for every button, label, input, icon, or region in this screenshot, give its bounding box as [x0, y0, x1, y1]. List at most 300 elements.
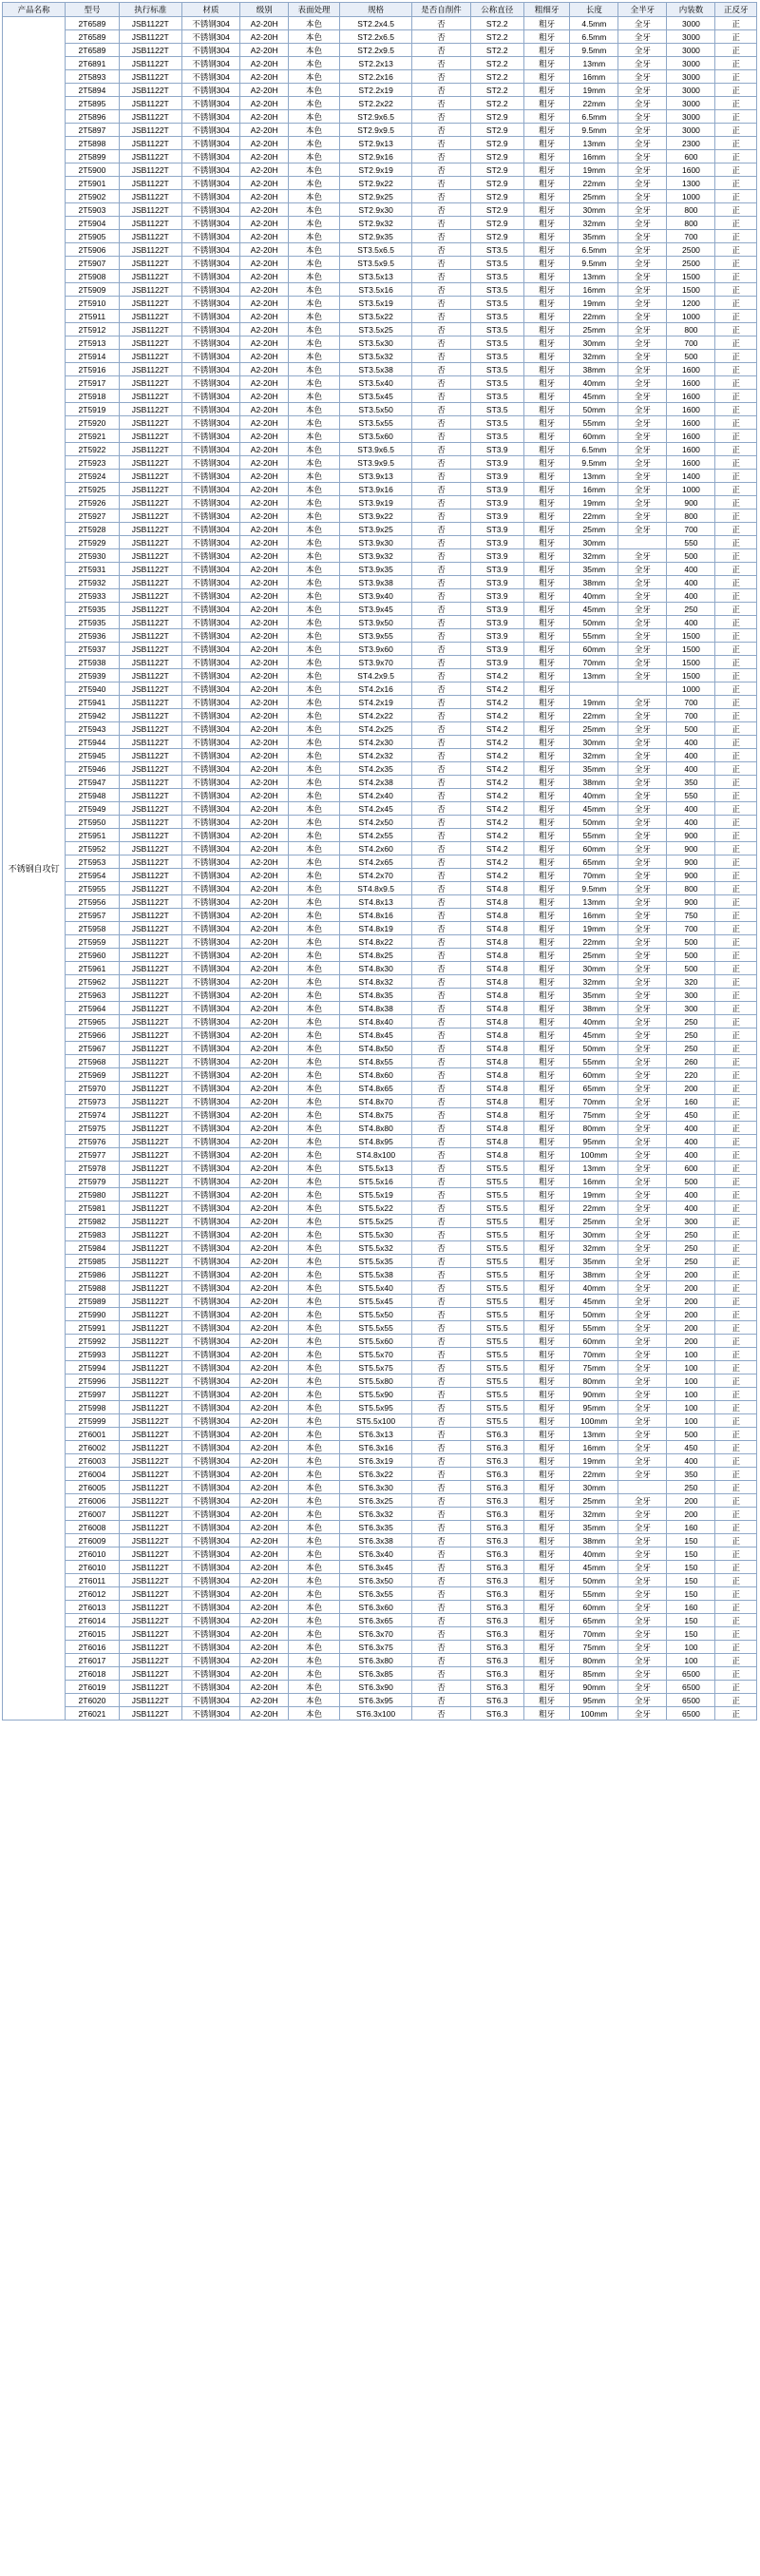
table-row[interactable] [3, 656, 757, 669]
table-row[interactable] [3, 1268, 757, 1281]
cell-standard: JSB1122T [119, 749, 181, 762]
table-row[interactable] [3, 749, 757, 762]
cell-length: 60mm [570, 430, 618, 443]
cell-model: 2T5969 [66, 1068, 119, 1082]
table-row[interactable] [3, 163, 757, 177]
cell-full-thread: 全牙 [618, 243, 667, 257]
table-row[interactable] [3, 124, 757, 137]
table-row[interactable] [3, 1508, 757, 1521]
cell-surface: 本色 [289, 1255, 340, 1268]
table-row[interactable] [3, 496, 757, 509]
table-row[interactable] [3, 1641, 757, 1654]
table-row[interactable] [3, 297, 757, 310]
cell-standard: JSB1122T [119, 1308, 181, 1321]
cell-standard: JSB1122T [119, 124, 181, 137]
table-row[interactable] [3, 1574, 757, 1587]
cell-nominal-diameter: ST5.5 [470, 1414, 523, 1428]
cell-length: 9.5mm [570, 44, 618, 57]
cell-thread-pitch: 粗牙 [523, 243, 570, 257]
table-row[interactable] [3, 1561, 757, 1574]
table-row[interactable] [3, 1454, 757, 1468]
cell-material: 不锈钢304 [181, 1175, 239, 1188]
table-row[interactable] [3, 709, 757, 722]
table-row[interactable] [3, 1414, 757, 1428]
table-row[interactable] [3, 230, 757, 243]
table-row[interactable] [3, 1388, 757, 1401]
cell-length: 35mm [570, 1521, 618, 1534]
cell-nominal-diameter: ST4.2 [470, 842, 523, 855]
table-row[interactable] [3, 776, 757, 789]
table-row[interactable] [3, 1654, 757, 1667]
cell-self-drilling: 否 [412, 177, 470, 190]
table-row[interactable] [3, 576, 757, 589]
table-row[interactable] [3, 1002, 757, 1015]
table-row[interactable] [3, 1162, 757, 1175]
table-row[interactable] [3, 1681, 757, 1694]
table-row[interactable] [3, 1548, 757, 1561]
cell-nominal-diameter: ST3.9 [470, 496, 523, 509]
table-row[interactable] [3, 509, 757, 523]
cell-reverse-thread: 正 [715, 297, 757, 310]
table-row[interactable] [3, 430, 757, 443]
cell-model: 2T5961 [66, 962, 119, 975]
cell-reverse-thread: 正 [715, 230, 757, 243]
cell-self-drilling: 否 [412, 190, 470, 203]
cell-grade: A2-20H [240, 762, 289, 776]
cell-grade: A2-20H [240, 1068, 289, 1082]
table-row[interactable] [3, 855, 757, 869]
table-row[interactable] [3, 190, 757, 203]
table-row[interactable] [3, 603, 757, 616]
cell-reverse-thread: 正 [715, 1468, 757, 1481]
cell-material: 不锈钢304 [181, 603, 239, 616]
table-row[interactable] [3, 1055, 757, 1068]
cell-model: 2T5989 [66, 1295, 119, 1308]
cell-surface: 本色 [289, 1295, 340, 1308]
cell-grade: A2-20H [240, 483, 289, 496]
cell-nominal-diameter: ST4.8 [470, 1095, 523, 1108]
cell-thread-pitch: 粗牙 [523, 1028, 570, 1042]
table-row[interactable] [3, 816, 757, 829]
cell-length: 13mm [570, 270, 618, 283]
cell-surface: 本色 [289, 243, 340, 257]
cell-spec: ST5.5x16 [339, 1175, 412, 1188]
cell-length: 30mm [570, 1481, 618, 1494]
cell-self-drilling: 否 [412, 722, 470, 736]
table-row[interactable] [3, 243, 757, 257]
cell-pack-quantity: 450 [667, 1441, 715, 1454]
cell-nominal-diameter: ST5.5 [470, 1175, 523, 1188]
cell-grade: A2-20H [240, 30, 289, 44]
cell-nominal-diameter: ST6.3 [470, 1601, 523, 1614]
cell-full-thread: 全牙 [618, 935, 667, 949]
table-row[interactable] [3, 97, 757, 110]
cell-nominal-diameter: ST2.2 [470, 97, 523, 110]
table-row[interactable] [3, 336, 757, 350]
cell-self-drilling: 否 [412, 230, 470, 243]
cell-spec: ST5.5x25 [339, 1215, 412, 1228]
table-row[interactable] [3, 1534, 757, 1548]
cell-grade: A2-20H [240, 922, 289, 935]
cell-pack-quantity: 100 [667, 1348, 715, 1361]
cell-nominal-diameter: ST3.5 [470, 297, 523, 310]
cell-spec: ST6.3x40 [339, 1548, 412, 1561]
cell-full-thread: 全牙 [618, 456, 667, 470]
table-row[interactable] [3, 669, 757, 682]
cell-material: 不锈钢304 [181, 1042, 239, 1055]
cell-standard: JSB1122T [119, 1587, 181, 1601]
table-row[interactable] [3, 470, 757, 483]
cell-standard: JSB1122T [119, 722, 181, 736]
cell-grade: A2-20H [240, 1401, 289, 1414]
cell-material: 不锈钢304 [181, 1707, 239, 1721]
table-row[interactable] [3, 323, 757, 336]
table-row[interactable] [3, 523, 757, 536]
cell-thread-pitch: 粗牙 [523, 84, 570, 97]
cell-length: 32mm [570, 749, 618, 762]
cell-pack-quantity: 1600 [667, 456, 715, 470]
table-row[interactable] [3, 1428, 757, 1441]
cell-length: 45mm [570, 390, 618, 403]
cell-model: 2T5970 [66, 1082, 119, 1095]
table-row[interactable] [3, 1122, 757, 1135]
table-row[interactable] [3, 203, 757, 217]
cell-grade: A2-20H [240, 323, 289, 336]
cell-self-drilling: 否 [412, 1561, 470, 1574]
cell-full-thread: 全牙 [618, 869, 667, 882]
table-row[interactable] [3, 895, 757, 909]
table-row[interactable] [3, 1068, 757, 1082]
table-row[interactable] [3, 1375, 757, 1388]
cell-length: 32mm [570, 549, 618, 563]
table-row[interactable] [3, 1042, 757, 1055]
cell-self-drilling: 否 [412, 616, 470, 629]
table-row[interactable] [3, 70, 757, 84]
cell-length: 50mm [570, 1042, 618, 1055]
cell-standard: JSB1122T [119, 829, 181, 842]
table-row[interactable] [3, 549, 757, 563]
table-row[interactable] [3, 1521, 757, 1534]
cell-thread-pitch: 粗牙 [523, 1228, 570, 1241]
table-row[interactable] [3, 416, 757, 430]
table-row[interactable] [3, 589, 757, 603]
cell-nominal-diameter: ST3.9 [470, 643, 523, 656]
cell-model: 2T6005 [66, 1481, 119, 1494]
table-row[interactable] [3, 363, 757, 376]
cell-model: 2T6004 [66, 1468, 119, 1481]
cell-self-drilling: 否 [412, 297, 470, 310]
table-row[interactable] [3, 1188, 757, 1201]
cell-length: 16mm [570, 1441, 618, 1454]
table-row[interactable] [3, 1308, 757, 1321]
table-row[interactable] [3, 350, 757, 363]
cell-material: 不锈钢304 [181, 1561, 239, 1574]
cell-self-drilling: 否 [412, 470, 470, 483]
cell-surface: 本色 [289, 589, 340, 603]
table-row[interactable] [3, 842, 757, 855]
cell-length: 35mm [570, 1255, 618, 1268]
table-body [3, 17, 757, 1721]
cell-nominal-diameter: ST4.8 [470, 1082, 523, 1095]
cell-grade: A2-20H [240, 776, 289, 789]
cell-pack-quantity: 1000 [667, 682, 715, 696]
cell-spec: ST4.2x40 [339, 789, 412, 802]
cell-model: 2T5920 [66, 416, 119, 430]
cell-surface: 本色 [289, 1281, 340, 1295]
cell-standard: JSB1122T [119, 1241, 181, 1255]
cell-model: 2T5997 [66, 1388, 119, 1401]
cell-full-thread: 全牙 [618, 110, 667, 124]
cell-reverse-thread: 正 [715, 1215, 757, 1228]
cell-standard: JSB1122T [119, 855, 181, 869]
cell-reverse-thread: 正 [715, 869, 757, 882]
table-row[interactable] [3, 1175, 757, 1188]
table-row[interactable] [3, 17, 757, 30]
table-row[interactable] [3, 962, 757, 975]
table-row[interactable] [3, 1241, 757, 1255]
cell-model: 2T5910 [66, 297, 119, 310]
cell-pack-quantity: 400 [667, 563, 715, 576]
table-row[interactable] [3, 722, 757, 736]
cell-pack-quantity: 3000 [667, 124, 715, 137]
table-row[interactable] [3, 1335, 757, 1348]
cell-nominal-diameter: ST4.8 [470, 949, 523, 962]
cell-standard: JSB1122T [119, 403, 181, 416]
table-row[interactable] [3, 975, 757, 989]
table-row[interactable] [3, 1281, 757, 1295]
cell-self-drilling: 否 [412, 749, 470, 762]
table-row[interactable] [3, 1255, 757, 1268]
cell-thread-pitch: 粗牙 [523, 949, 570, 962]
cell-pack-quantity: 1600 [667, 163, 715, 177]
table-row[interactable] [3, 177, 757, 190]
cell-material: 不锈钢304 [181, 736, 239, 749]
table-row[interactable] [3, 616, 757, 629]
cell-spec: ST4.2x38 [339, 776, 412, 789]
table-row[interactable] [3, 789, 757, 802]
cell-surface: 本色 [289, 549, 340, 563]
table-row[interactable] [3, 1401, 757, 1414]
cell-full-thread: 全牙 [618, 1468, 667, 1481]
table-row[interactable] [3, 1228, 757, 1241]
cell-spec: ST6.3x22 [339, 1468, 412, 1481]
table-row[interactable] [3, 1481, 757, 1494]
table-row[interactable] [3, 802, 757, 816]
table-row[interactable] [3, 1707, 757, 1721]
cell-model: 2T5898 [66, 137, 119, 150]
table-row[interactable] [3, 217, 757, 230]
cell-pack-quantity: 2500 [667, 243, 715, 257]
cell-grade: A2-20H [240, 297, 289, 310]
cell-self-drilling: 否 [412, 509, 470, 523]
cell-nominal-diameter: ST2.2 [470, 57, 523, 70]
table-row[interactable] [3, 1215, 757, 1228]
table-row[interactable] [3, 1015, 757, 1028]
cell-grade: A2-20H [240, 682, 289, 696]
cell-spec: ST5.5x45 [339, 1295, 412, 1308]
cell-spec: ST2.9x35 [339, 230, 412, 243]
cell-full-thread: 全牙 [618, 523, 667, 536]
cell-pack-quantity: 1600 [667, 430, 715, 443]
table-row[interactable] [3, 283, 757, 297]
cell-self-drilling: 否 [412, 1667, 470, 1681]
cell-grade: A2-20H [240, 230, 289, 243]
cell-nominal-diameter: ST6.3 [470, 1548, 523, 1561]
cell-thread-pitch: 粗牙 [523, 1042, 570, 1055]
cell-full-thread: 全牙 [618, 762, 667, 776]
table-row[interactable] [3, 483, 757, 496]
cell-length: 38mm [570, 576, 618, 589]
cell-thread-pitch: 粗牙 [523, 1321, 570, 1335]
cell-thread-pitch: 粗牙 [523, 336, 570, 350]
cell-standard: JSB1122T [119, 203, 181, 217]
cell-pack-quantity: 700 [667, 336, 715, 350]
cell-standard: JSB1122T [119, 616, 181, 629]
table-row[interactable] [3, 736, 757, 749]
cell-full-thread: 全牙 [618, 1414, 667, 1428]
table-row[interactable] [3, 1028, 757, 1042]
table-row[interactable] [3, 989, 757, 1002]
cell-material: 不锈钢304 [181, 297, 239, 310]
cell-full-thread: 全牙 [618, 1201, 667, 1215]
table-row[interactable] [3, 1201, 757, 1215]
table-row[interactable] [3, 57, 757, 70]
cell-length: 50mm [570, 403, 618, 416]
cell-reverse-thread: 正 [715, 1601, 757, 1614]
table-row[interactable] [3, 869, 757, 882]
cell-model: 2T6013 [66, 1601, 119, 1614]
cell-reverse-thread: 正 [715, 1587, 757, 1601]
table-row[interactable] [3, 1667, 757, 1681]
table-row[interactable] [3, 682, 757, 696]
table-row[interactable] [3, 762, 757, 776]
table-row[interactable] [3, 1694, 757, 1707]
cell-surface: 本色 [289, 935, 340, 949]
cell-self-drilling: 否 [412, 842, 470, 855]
cell-standard: JSB1122T [119, 1055, 181, 1068]
cell-length: 45mm [570, 1028, 618, 1042]
cell-reverse-thread: 正 [715, 736, 757, 749]
cell-grade: A2-20H [240, 390, 289, 403]
cell-model: 2T6589 [66, 30, 119, 44]
cell-spec: ST2.9x19 [339, 163, 412, 177]
table-row[interactable] [3, 1468, 757, 1481]
table-row[interactable] [3, 1148, 757, 1162]
cell-material: 不锈钢304 [181, 443, 239, 456]
cell-length: 60mm [570, 842, 618, 855]
table-row[interactable] [3, 270, 757, 283]
cell-reverse-thread: 正 [715, 1148, 757, 1162]
cell-thread-pitch: 粗牙 [523, 483, 570, 496]
cell-surface: 本色 [289, 1215, 340, 1228]
table-row[interactable] [3, 949, 757, 962]
cell-pack-quantity: 750 [667, 909, 715, 922]
table-row[interactable] [3, 643, 757, 656]
table-row[interactable] [3, 829, 757, 842]
table-row[interactable] [3, 563, 757, 576]
cell-full-thread: 全牙 [618, 57, 667, 70]
cell-material: 不锈钢304 [181, 470, 239, 483]
cell-standard: JSB1122T [119, 1228, 181, 1241]
cell-reverse-thread: 正 [715, 509, 757, 523]
table-row[interactable] [3, 150, 757, 163]
table-row[interactable] [3, 1614, 757, 1627]
cell-grade: A2-20H [240, 270, 289, 283]
table-row[interactable] [3, 403, 757, 416]
table-row[interactable] [3, 376, 757, 390]
table-row[interactable] [3, 310, 757, 323]
cell-nominal-diameter: ST4.2 [470, 722, 523, 736]
cell-surface: 本色 [289, 869, 340, 882]
table-row[interactable] [3, 44, 757, 57]
cell-material: 不锈钢304 [181, 576, 239, 589]
table-row[interactable] [3, 922, 757, 935]
cell-standard: JSB1122T [119, 297, 181, 310]
table-row[interactable] [3, 1321, 757, 1335]
cell-model: 2T5962 [66, 975, 119, 989]
table-row[interactable] [3, 1135, 757, 1148]
cell-pack-quantity: 400 [667, 1148, 715, 1162]
table-row[interactable] [3, 1494, 757, 1508]
cell-self-drilling: 否 [412, 376, 470, 390]
cell-pack-quantity: 400 [667, 1188, 715, 1201]
table-row[interactable] [3, 443, 757, 456]
table-row[interactable] [3, 456, 757, 470]
cell-thread-pitch: 粗牙 [523, 57, 570, 70]
cell-material: 不锈钢304 [181, 749, 239, 762]
table-row[interactable] [3, 1587, 757, 1601]
cell-full-thread: 全牙 [618, 1241, 667, 1255]
cell-pack-quantity: 1600 [667, 363, 715, 376]
cell-full-thread: 全牙 [618, 829, 667, 842]
table-row[interactable] [3, 935, 757, 949]
cell-self-drilling: 否 [412, 1534, 470, 1548]
table-row[interactable] [3, 1361, 757, 1375]
table-row[interactable] [3, 110, 757, 124]
cell-length: 70mm [570, 1348, 618, 1361]
cell-model: 2T5975 [66, 1122, 119, 1135]
table-row[interactable] [3, 629, 757, 643]
table-row[interactable] [3, 696, 757, 709]
table-row[interactable] [3, 882, 757, 895]
cell-reverse-thread: 正 [715, 1335, 757, 1348]
table-row[interactable] [3, 137, 757, 150]
cell-model: 2T5911 [66, 310, 119, 323]
cell-thread-pitch: 粗牙 [523, 736, 570, 749]
table-row[interactable] [3, 1441, 757, 1454]
cell-standard: JSB1122T [119, 363, 181, 376]
table-row[interactable] [3, 1627, 757, 1641]
table-row[interactable] [3, 1095, 757, 1108]
table-row[interactable] [3, 30, 757, 44]
cell-pack-quantity: 1000 [667, 310, 715, 323]
table-row[interactable] [3, 1348, 757, 1361]
cell-self-drilling: 否 [412, 1548, 470, 1561]
cell-grade: A2-20H [240, 656, 289, 669]
table-row[interactable] [3, 1082, 757, 1095]
table-row[interactable] [3, 257, 757, 270]
cell-model: 2T5905 [66, 230, 119, 243]
table-row[interactable] [3, 1295, 757, 1308]
table-row[interactable] [3, 1108, 757, 1122]
table-row[interactable] [3, 909, 757, 922]
cell-surface: 本色 [289, 1201, 340, 1215]
table-row[interactable] [3, 84, 757, 97]
cell-pack-quantity: 200 [667, 1335, 715, 1348]
table-row[interactable] [3, 1601, 757, 1614]
table-row[interactable] [3, 390, 757, 403]
table-row[interactable] [3, 536, 757, 549]
